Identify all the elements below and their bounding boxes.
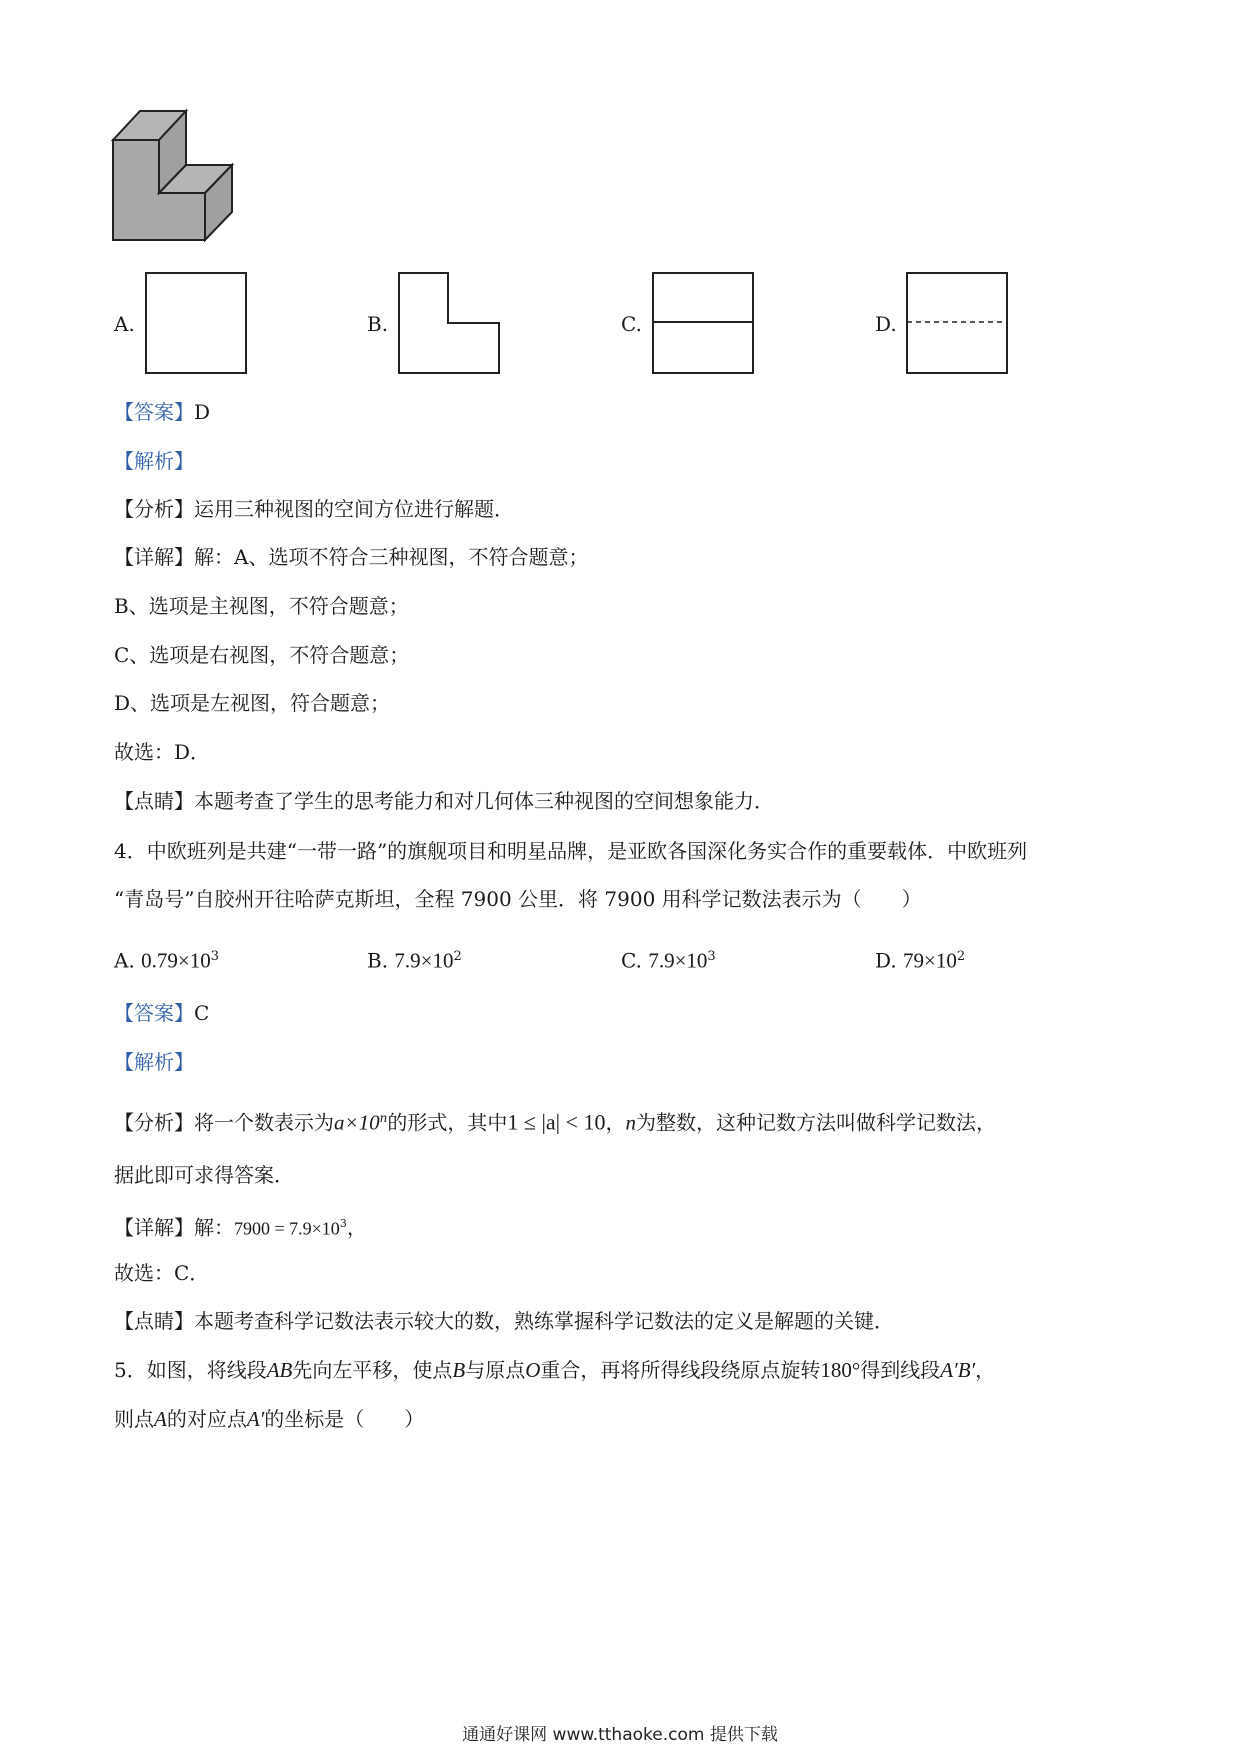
xiangjie-post: ， [346, 1215, 367, 1240]
q3-line-d: D、选项是左视图，符合题意； [114, 691, 391, 715]
option-exp: 3 [707, 949, 716, 964]
q4-answer [114, 998, 209, 1028]
q5-apbp: A′B′ [940, 1358, 976, 1382]
q5-b: B [452, 1358, 466, 1382]
q4-option-d [875, 942, 965, 976]
q5-text: 重合，再将所得线段绕原点旋转 [540, 1358, 821, 1382]
q3-option-a-square-figure [145, 272, 247, 374]
dianjing-text: 本题考查科学记数法表示较大的数，熟练掌握科学记数法的定义是解题的关键． [194, 1309, 894, 1333]
l-shaped-solid-figure [110, 108, 255, 243]
q4-xiangjie [114, 1209, 367, 1244]
q3-guxuan: 故选：D． [114, 740, 211, 764]
answer-tag: 【答案】 [114, 1001, 194, 1025]
q5-text: 的坐标是（ ） [264, 1407, 425, 1431]
fenxi-text: 运用三种视图的空间方位进行解题． [194, 497, 514, 521]
answer-value: C [194, 1001, 210, 1025]
q3-option-c-label: C. [621, 312, 642, 336]
q5-text: 5．如图，将线段 [114, 1358, 267, 1382]
xiangjie-pre: 解： [194, 1215, 234, 1240]
option-label: D. [875, 948, 897, 973]
dianjing-tag: 【点睛】 [114, 789, 194, 813]
q3-xiangjie [114, 542, 588, 572]
q5-text: 得到线段 [860, 1358, 941, 1382]
q3-option-c-solid-line-figure [652, 272, 754, 374]
xiangjie-math: 7900 = 7.9×10 [234, 1218, 340, 1239]
option-label: C. [621, 948, 642, 973]
q3-option-b-l-figure [398, 272, 500, 374]
q5-text: 与原点 [465, 1358, 526, 1382]
dianjing-text: 本题考查了学生的思考能力和对几何体三种视图的空间想象能力． [194, 789, 774, 813]
q3-option-b-label: B. [367, 312, 389, 336]
fenxi-pre: 将一个数表示为 [194, 1110, 334, 1135]
option-exp: 3 [210, 949, 220, 964]
q3-line-c: C、选项是右视图，不符合题意； [114, 643, 410, 667]
q4-option-b [367, 942, 462, 976]
q3-dianjing [114, 786, 774, 816]
q3-fenxi [114, 494, 514, 524]
q5-ap: A′ [246, 1407, 265, 1431]
option-exp: 2 [453, 949, 462, 964]
q4-stem-line2: “青岛号”自胶州开往哈萨克斯坦，全程 7900 公里．将 7900 用科学记数法表示为（ ） [114, 887, 922, 911]
fenxi-tag: 【分析】 [114, 497, 194, 521]
fenxi-tag: 【分析】 [114, 1110, 194, 1135]
dianjing-tag: 【点睛】 [114, 1309, 194, 1333]
fenxi-inequality: 1 ≤ |a| < 10 [507, 1109, 606, 1135]
answer-tag: 【答案】 [114, 400, 194, 424]
q5-stem-line2 [114, 1404, 424, 1434]
fenxi-n: n [625, 1110, 636, 1135]
option-label: B. [367, 948, 389, 973]
q3-option-d-dashed-line-figure [906, 272, 1008, 374]
q4-option-c [621, 942, 716, 976]
q4-fenxi-line2: 据此即可求得答案． [114, 1163, 294, 1187]
xiangjie-tag: 【详解】 [114, 1215, 194, 1240]
option-exp: 2 [956, 949, 966, 964]
q4-stem-line1: 4．中欧班列是共建“一带一路”的旗舰项目和明星品牌，是亚欧各国深化务实合作的重要载体．中欧班列 [114, 839, 1028, 863]
q4-dianjing [114, 1306, 894, 1336]
q4-fenxi: 【分析】将一个数表示为$a\times 10^n$的形式，其中1 ≤ |a| < 10，n为整数，这种记数方法叫做科学记数法， [114, 1109, 996, 1135]
fenxi-math-exp: n [379, 1111, 388, 1125]
q5-stem-line1 [114, 1355, 995, 1385]
q5-o: O [525, 1358, 541, 1382]
option-label: A. [114, 948, 135, 973]
q5-text: ， [975, 1358, 996, 1382]
q4-jiexi-heading: 【解析】 [114, 1050, 194, 1074]
q5-ab: AB [266, 1358, 293, 1382]
option-base: 7.9×10 [394, 948, 454, 973]
xiangjie-text: 解：A、选项不符合三种视图，不符合题意； [194, 545, 589, 569]
q4-option-a [114, 942, 219, 976]
q5-degree: 180° [820, 1358, 861, 1382]
q5-text: 则点 [114, 1407, 154, 1431]
fenxi-mid: 的形式，其中 [387, 1110, 508, 1135]
q5-text: 的对应点 [166, 1407, 247, 1431]
xiangjie-tag: 【详解】 [114, 545, 194, 569]
q5-a: A [154, 1407, 167, 1431]
q4-guxuan: 故选：C． [114, 1261, 210, 1285]
xiangjie-exp: 3 [339, 1217, 347, 1230]
fenxi-post: 为整数，这种记数方法叫做科学记数法， [635, 1110, 996, 1135]
q3-line-b: B、选项是主视图，不符合题意； [114, 594, 409, 618]
q3-answer [114, 397, 210, 427]
q5-text: 先向左平移，使点 [292, 1358, 453, 1382]
q3-option-d-label: D. [875, 312, 897, 336]
option-base: 79×10 [903, 948, 957, 973]
q3-option-a-label: A. [114, 312, 135, 336]
answer-value: D [194, 400, 211, 424]
q3-jiexi-heading: 【解析】 [114, 449, 194, 473]
footer-download-notice: 通通好课网 www.tthaoke.com 提供下载 [462, 1725, 778, 1745]
option-base: 0.79×10 [141, 948, 211, 973]
option-base: 7.9×10 [648, 948, 708, 973]
fenxi-math-expression: a×10 [334, 1110, 380, 1135]
